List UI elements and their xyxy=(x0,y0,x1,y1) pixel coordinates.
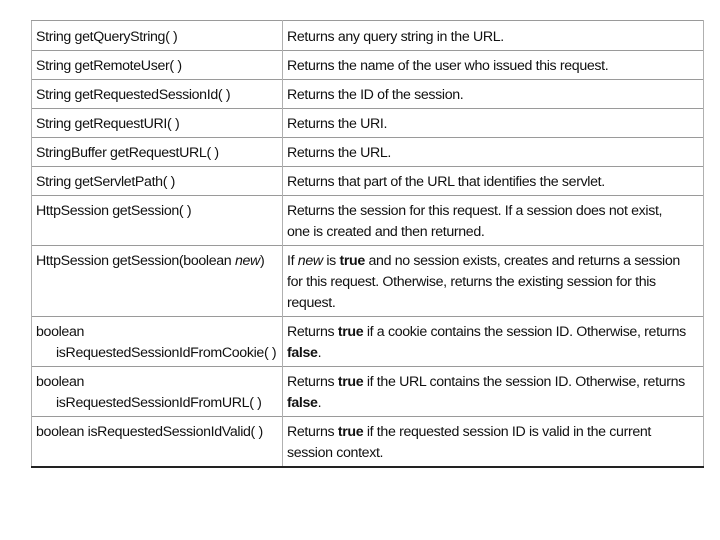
description-line xyxy=(287,293,699,314)
method-signature: String getRemoteUser( ) xyxy=(36,58,182,74)
method-signature: String getQueryString( ) xyxy=(36,29,178,45)
text-run: Returns that part of the URL that identifies the servlet. xyxy=(287,174,605,190)
table-row xyxy=(32,80,704,109)
description-line xyxy=(287,443,699,464)
description-line xyxy=(287,422,699,443)
text-run: If xyxy=(287,253,298,269)
keyword-text: true xyxy=(339,253,365,269)
method-signature-cell xyxy=(32,21,283,51)
method-signature-cell xyxy=(32,246,283,317)
description-line xyxy=(287,343,699,364)
method-signature: HttpSession getSession( ) xyxy=(36,203,192,219)
description-line xyxy=(287,56,699,77)
description-line xyxy=(287,27,699,48)
text-run: if the requested session ID is valid in the current xyxy=(363,424,652,440)
method-signature-cell xyxy=(32,109,283,138)
method-signature-cell xyxy=(32,51,283,80)
text-run: Returns the name of the user who issued this request. xyxy=(287,58,609,74)
text-run: . xyxy=(317,395,322,411)
text-run: Returns the ID of the session. xyxy=(287,87,464,103)
text-run: for this request. Otherwise, returns the existing session for this xyxy=(287,274,656,290)
method-signature xyxy=(36,251,278,272)
method-description-cell xyxy=(283,109,704,138)
table-row xyxy=(32,21,704,51)
method-description-cell xyxy=(283,317,704,367)
table-row xyxy=(32,367,704,417)
description-line xyxy=(287,393,699,414)
param-text: new xyxy=(234,253,260,269)
description-line xyxy=(287,372,699,393)
description-line xyxy=(287,251,699,272)
text-run: request. xyxy=(287,295,336,311)
method-description-cell xyxy=(283,196,704,246)
table-row xyxy=(32,317,704,367)
keyword-text: true xyxy=(337,324,364,340)
method-signature: isRequestedSessionIdFromURL( ) xyxy=(56,395,262,411)
text-run: is xyxy=(322,253,340,269)
text-run: if a cookie contains the session ID. Otherwise, returns xyxy=(363,324,686,340)
method-description-cell xyxy=(283,417,704,468)
text-run: one is created and then returned. xyxy=(287,224,485,240)
method-signature: String getServletPath( ) xyxy=(36,174,176,190)
method-signature: boolean xyxy=(36,324,85,340)
text-run: Returns the URL. xyxy=(287,145,392,161)
keyword-text: true xyxy=(337,424,364,440)
method-signature: isRequestedSessionIdFromCookie( ) xyxy=(56,345,277,361)
methods-table-body xyxy=(32,21,704,468)
keyword-text: true xyxy=(337,374,364,390)
table-row xyxy=(32,138,704,167)
description-line xyxy=(287,272,699,293)
keyword-text: false xyxy=(287,395,318,411)
text-run: and no session exists, creates and returns a session xyxy=(364,253,680,269)
table-row xyxy=(32,246,704,317)
method-description-cell xyxy=(283,246,704,317)
text-run: Returns any query string in the URL. xyxy=(287,29,504,45)
method-description-cell xyxy=(283,80,704,109)
table-row xyxy=(32,51,704,80)
text-run: Returns xyxy=(287,374,338,390)
description-line xyxy=(287,201,699,222)
method-signature-cell xyxy=(32,317,283,367)
description-line xyxy=(287,322,699,343)
text-run: Returns the session for this request. If a session does not exist, xyxy=(287,203,663,219)
text-run: . xyxy=(317,345,322,361)
method-signature-cell xyxy=(32,417,283,468)
method-description-cell xyxy=(283,21,704,51)
method-signature-cell xyxy=(32,138,283,167)
table-row xyxy=(32,196,704,246)
table-row xyxy=(32,417,704,468)
description-line xyxy=(287,143,699,164)
table-row xyxy=(32,109,704,138)
methods-table xyxy=(31,20,704,468)
text-run: Returns xyxy=(287,424,338,440)
description-line xyxy=(287,172,699,193)
method-signature: boolean xyxy=(36,374,85,390)
method-description-cell xyxy=(283,367,704,417)
method-description-cell xyxy=(283,138,704,167)
text-run: ) xyxy=(259,253,265,269)
description-line xyxy=(287,222,699,243)
description-line xyxy=(287,114,699,135)
method-signature: String getRequestedSessionId( ) xyxy=(36,87,231,103)
description-line xyxy=(287,85,699,106)
text-run: Returns the URI. xyxy=(287,116,388,132)
method-signature-cell xyxy=(32,167,283,196)
text-run: Returns xyxy=(287,324,338,340)
method-signature: boolean isRequestedSessionIdValid( ) xyxy=(36,424,263,440)
method-description-cell xyxy=(283,51,704,80)
param-text: new xyxy=(297,253,323,269)
text-run: HttpSession getSession(boolean xyxy=(36,253,235,269)
text-run: if the URL contains the session ID. Otherwise, returns xyxy=(363,374,685,390)
method-signature: StringBuffer getRequestURL( ) xyxy=(36,145,219,161)
method-signature: String getRequestURI( ) xyxy=(36,116,180,132)
method-signature-cell xyxy=(32,80,283,109)
method-signature-cell xyxy=(32,196,283,246)
method-signature-cell xyxy=(32,367,283,417)
table-row xyxy=(32,167,704,196)
text-run: session context. xyxy=(287,445,384,461)
method-description-cell xyxy=(283,167,704,196)
keyword-text: false xyxy=(287,345,318,361)
